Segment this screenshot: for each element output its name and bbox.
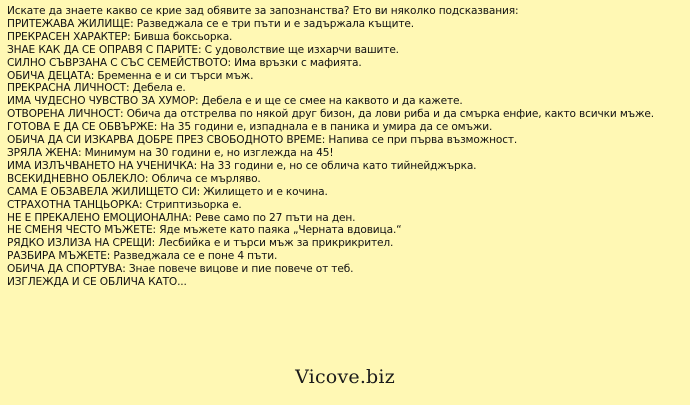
entry-line [7, 95, 685, 108]
entry-term: ЗНАЕ КАК ДА СЕ ОПРАВЯ С ПАРИТЕ: [7, 43, 202, 56]
entry-term: НЕ Е ПРЕКАЛЕНО ЕМОЦИОНАЛНА: [7, 211, 192, 224]
entry-line [7, 147, 685, 160]
entry-term: ЗРЯЛА ЖЕНА: [7, 146, 82, 159]
entry-line [7, 199, 685, 212]
entry-meaning: Разведжала се е три пъти и е задържала къщите. [133, 17, 414, 30]
entry-line [7, 18, 685, 31]
entry-line [7, 173, 685, 186]
entry-line [7, 186, 685, 199]
entry-term: ОБИЧА ДА СИ ИЗКАРВА ДОБРЕ ПРЕЗ СВОБОДНОТО ВРЕМЕ: [7, 134, 326, 147]
entry-meaning: Минимум на 30 години е, но изглежда на 45! [81, 146, 334, 159]
entry-term: СИЛНО СЪВРЗАНА С СЪС СЕМЕЙСТВОТО: [7, 56, 231, 69]
entry-term: ИМА ЧУДЕСНО ЧУВСТВО ЗА ХУМОР: [7, 95, 199, 108]
entry-term: РЯДКО ИЗЛИЗА НА СРЕЩИ: [7, 237, 156, 250]
entry-term: ГОТОВА Е ДА СЕ ОБВЪРЖЕ: [7, 121, 158, 134]
entry-meaning: Реве само по 27 пъти на ден. [191, 211, 356, 224]
entry-term: СТРАХОТНА ТАНЦЬОРКА: [7, 198, 143, 211]
entry-meaning: Напива се при първа възможност. [325, 134, 518, 147]
entry-line [7, 134, 685, 147]
entry-line [7, 31, 685, 44]
entry-line [7, 224, 685, 237]
entry-term: ОБИЧА ДА СПОРТУВА: [7, 263, 126, 276]
entry-meaning: Бременна е и си търси мъж. [94, 69, 254, 82]
entry-meaning: На 35 години е, изпаднала е в паника и умира да се омъжи. [157, 121, 493, 134]
entry-line [7, 44, 685, 57]
entry-term: РАЗБИРА МЪЖЕТЕ: [7, 250, 111, 263]
entry-meaning: Обича да отстрелва по някой друг бизон, да лови риба и да смърка енфие, както всички мъже. [123, 108, 655, 121]
entry-meaning: Дебела е и ще се смее на каквото и да кажете. [198, 95, 463, 108]
entry-line [7, 250, 685, 263]
entry-meaning: Стриптизьорка е. [142, 198, 242, 211]
entry-meaning: Яде мъжете като паяка „Черната вдовица.“ [155, 224, 402, 237]
entry-meaning: Има връзки с мафията. [230, 56, 362, 69]
entry-meaning: Жилището и е кочина. [200, 185, 328, 198]
entry-term: НЕ СМЕНЯ ЧЕСТО МЪЖЕТЕ: [7, 224, 156, 237]
entry-meaning: Бивша боксьорка. [130, 30, 233, 43]
entry-list [7, 18, 685, 289]
entry-line [7, 263, 685, 276]
site-watermark: Vicove.biz [295, 366, 395, 388]
entry-line [7, 70, 685, 83]
entry-meaning: Лесбийка е и търси мъж за прикрикрител. [155, 237, 394, 250]
entry-line [7, 212, 685, 225]
entry-meaning: Разведжала се е поне 4 пъти. [110, 250, 278, 263]
entry-line [7, 160, 685, 173]
entry-term: САМА Е ОБЗАВЕЛА ЖИЛИЩЕТО СИ: [7, 185, 201, 198]
entry-line [7, 82, 685, 95]
entry-meaning: Дебела е. [129, 82, 186, 95]
entry-term: ОБИЧА ДЕЦАТА: [7, 69, 95, 82]
entry-line [7, 108, 685, 121]
joke-text [7, 5, 685, 289]
entry-meaning: Знае повече вицове и пие повече от теб. [125, 263, 354, 276]
entry-term: ИЗГЛЕЖДА И СЕ ОБЛИЧА КАТО... [7, 276, 187, 289]
entry-meaning: Облича се мърляво. [148, 172, 261, 185]
entry-term: ИМА ИЗЛЪЧВАНЕТО НА УЧЕНИЧКА: [7, 159, 198, 172]
entry-meaning: С удоволствие ще изхарчи вашите. [201, 43, 399, 56]
entry-term: ВСЕКИДНЕВНО ОБЛЕКЛО: [7, 172, 149, 185]
entry-line [7, 121, 685, 134]
entry-term: ПРЕКРАСЕН ХАРАКТЕР: [7, 30, 131, 43]
entry-line [7, 237, 685, 250]
entry-term: ПРИТЕЖАВА ЖИЛИЩЕ: [7, 17, 134, 30]
entry-term: ПРЕКРАСНА ЛИЧНОСТ: [7, 82, 130, 95]
entry-term: ОТВОРЕНА ЛИЧНОСТ: [7, 108, 124, 121]
intro-line: Искате да знаете какво се крие зад обявите за запознанства? Ето ви няколко подсказвания: [7, 5, 519, 17]
entry-line [7, 276, 685, 289]
entry-line [7, 57, 685, 70]
entry-meaning: На 33 години е, но се облича като тийнейджърка. [197, 159, 477, 172]
